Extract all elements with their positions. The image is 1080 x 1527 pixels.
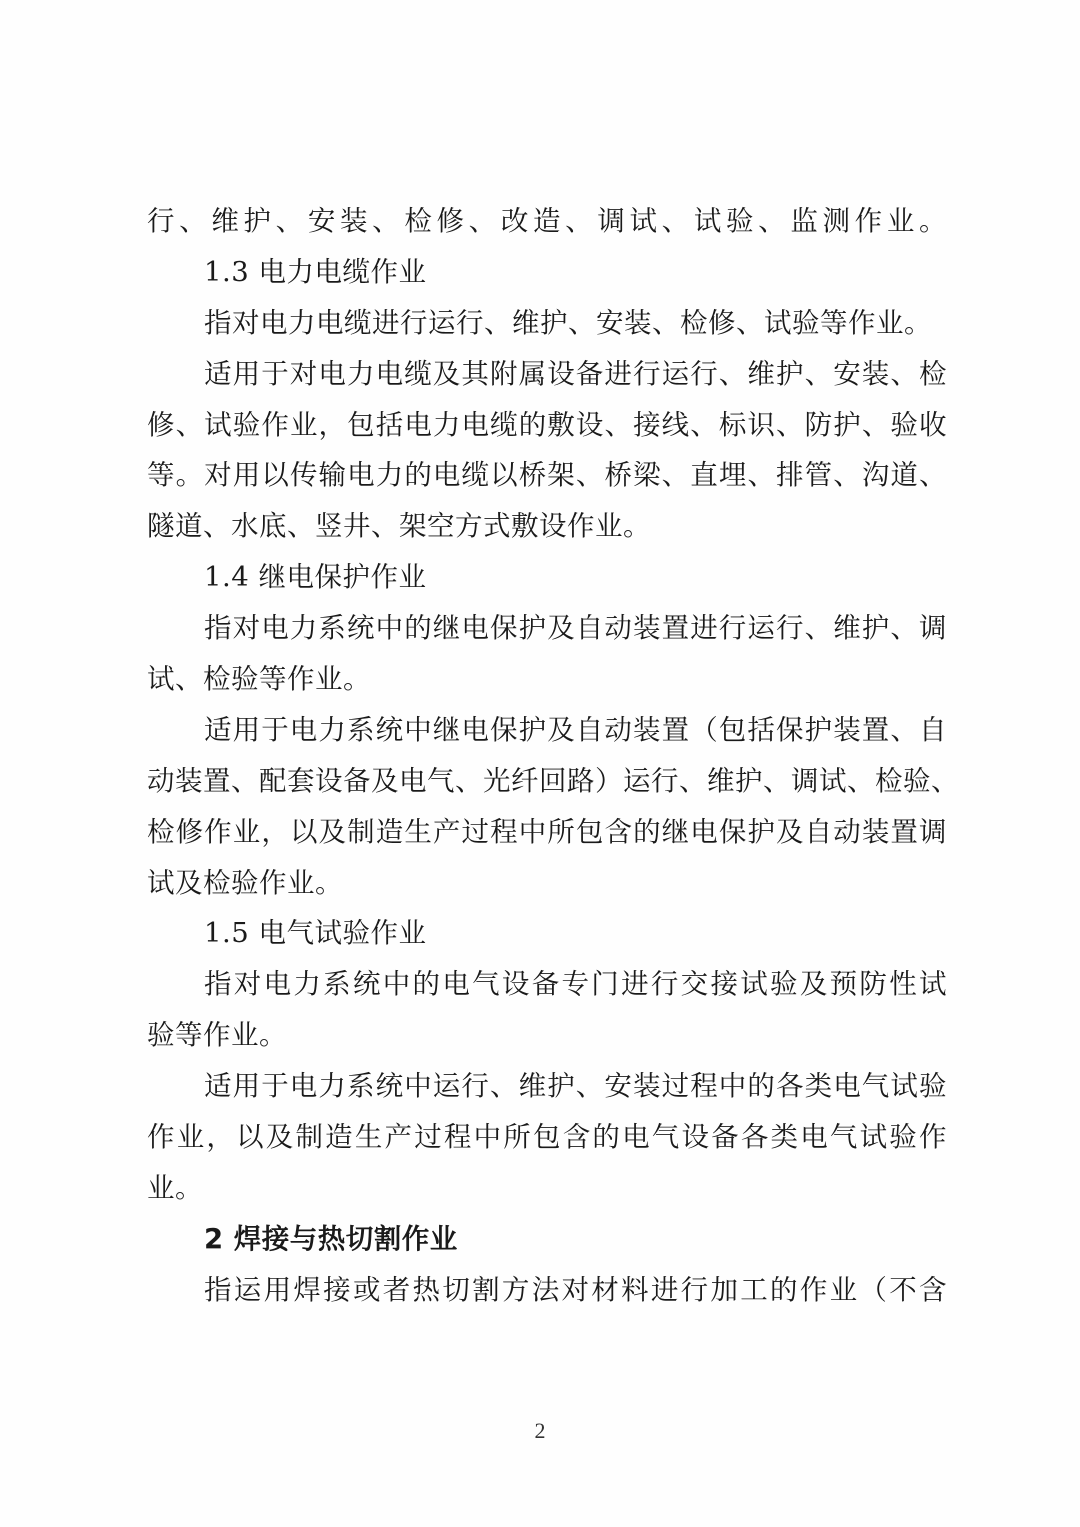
paragraph-line: 指运用焊接或者热切割方法对材料进行加工的作业（不含 [204,1273,947,1306]
paragraph-line: 等。对用以传输电力的电缆以桥架、桥梁、直埋、排管、沟道、 [147,459,947,492]
paragraph-line: 作业，以及制造生产过程中所包含的电气设备各类电气试验作 [147,1121,947,1154]
paragraph-line: 适用于电力系统中继电保护及自动装置（包括保护装置、自 [204,713,947,746]
paragraph-line: 业。 [147,1171,203,1204]
page-number: 2 [534,1418,546,1443]
paragraph-line: 适用于电力系统中运行、维护、安装过程中的各类电气试验 [204,1070,947,1103]
section-heading-1-4: 1.4 继电保护作业 [204,561,427,594]
paragraph-line: 检修作业，以及制造生产过程中所包含的继电保护及自动装置调 [147,815,947,848]
section-heading-2: 2 焊接与热切割作业 [204,1222,458,1255]
paragraph-line: 指对电力系统中的继电保护及自动装置进行运行、维护、调 [204,612,947,645]
section-heading-1-5: 1.5 电气试验作业 [204,917,427,950]
paragraph-line: 动装置、配套设备及电气、光纤回路）运行、维护、调试、检验、 [147,764,959,797]
paragraph-line: 指对电力系统中的电气设备专门进行交接试验及预防性试 [204,968,947,1001]
paragraph-line: 适用于对电力电缆及其附属设备进行运行、维护、安装、检 [204,357,947,390]
paragraph-line: 试、检验等作业。 [147,663,371,696]
paragraph-line: 指对电力电缆进行运行、维护、安装、检修、试验等作业。 [204,306,932,339]
paragraph-line: 验等作业。 [147,1019,287,1052]
section-heading-1-3: 1.3 电力电缆作业 [204,255,427,288]
paragraph-line: 修、试验作业，包括电力电缆的敷设、接线、标识、防护、验收 [147,408,947,441]
paragraph-line: 隧道、水底、竖井、架空方式敷设作业。 [147,510,651,543]
paragraph-line: 试及检验作业。 [147,866,343,899]
document-body [147,196,959,1316]
paragraph-line: 行、维护、安装、检修、改造、调试、试验、监测作业。 [147,205,947,237]
